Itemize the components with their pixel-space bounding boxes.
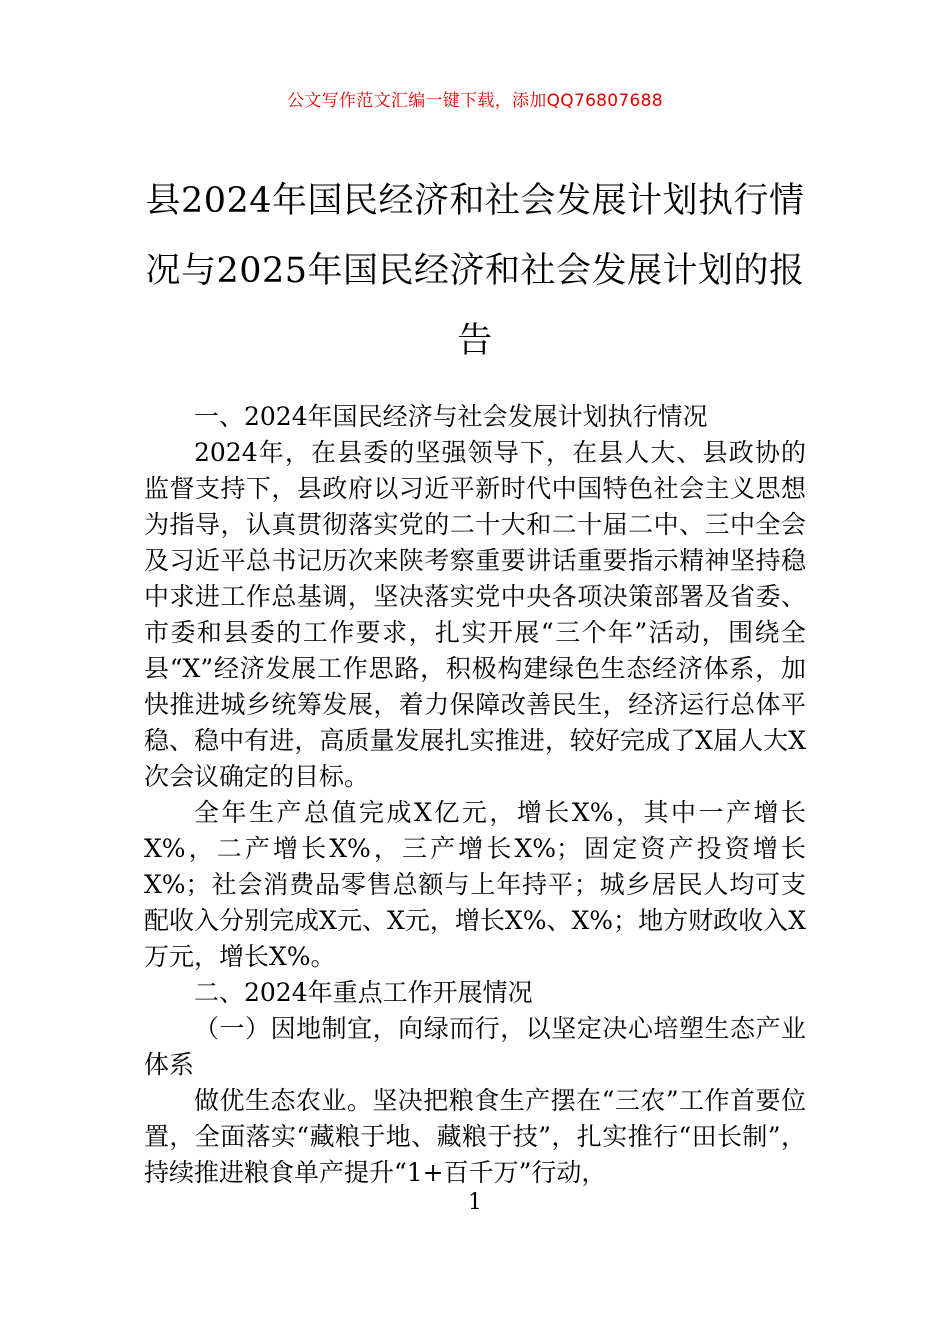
title-line: 县2024年国民经济和社会发展计划执行情 (145, 181, 805, 221)
title-line: 告 (457, 321, 493, 361)
paragraph-indicators: 全年生产总值完成X亿元，增长X%，其中一产增长X%，二产增长X%，三产增长X%；固定资产投资增长X%；社会消费品零售总额与上年持平；城乡居民人均可支配收入分别完成X元、X元，增长X%、X%；地方财政收入X万元，增长X%。 (144, 798, 806, 971)
section-heading-1: 一、2024年国民经济与社会发展计划执行情况 (194, 402, 708, 431)
section-heading-2: 二、2024年重点工作开展情况 (194, 978, 533, 1007)
page-number: 1 (468, 1190, 482, 1215)
header-download-note: 公文写作范文汇编一键下载，添加QQ76807688 (287, 91, 663, 111)
paragraph-ecological-agriculture: 做优生态农业。坚决把粮食生产摆在“三农”工作首要位置，全面落实“藏粮于地、藏粮于技”，扎实推行“田长制”，持续推进粮食单产提升“1+百千万”行动， (144, 1086, 806, 1187)
title-line: 况与2025年国民经济和社会发展计划的报 (145, 251, 805, 291)
subsection-heading-1: （一）因地制宜，向绿而行，以坚定决心培塑生态产业体系 (144, 1014, 806, 1079)
document-title (144, 166, 806, 376)
paragraph-overview: 2024年，在县委的坚强领导下，在县人大、县政协的监督支持下，县政府以习近平新时代中国特色社会主义思想为指导，认真贯彻落实党的二十大和二十届二中、三中全会及习近平总书记历次来陕考察重要讲话重要指示精神坚持稳中求进工作总基调，坚决落实党中央各项决策部署及省委、市委和县委的工作要求，扎实开展“三个年”活动，围绕全县“X”经济发展工作思路，积极构建绿色生态经济体系，加快推进城乡统筹发展，着力保障改善民生，经济运行总体平稳、稳中有进，高质量发展扎实推进，较好完成了X届人大X次会议确定的目标。 (144, 438, 806, 791)
document-body (144, 399, 806, 1191)
